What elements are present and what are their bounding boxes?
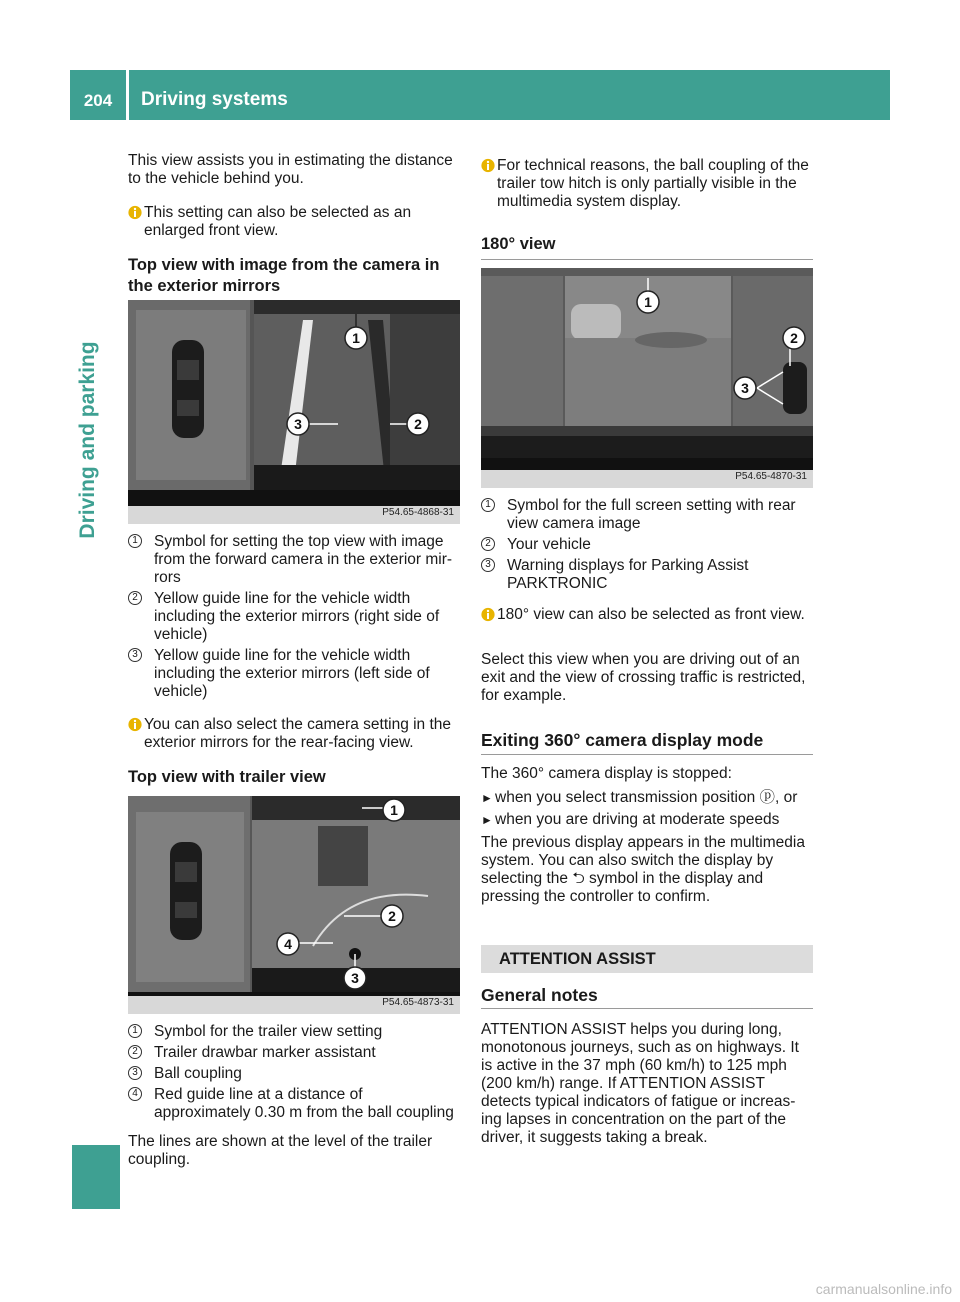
legend-number: 3 [128,1066,142,1080]
legend-text: Warning displays for Parking Assist PARKTRONIC [507,557,749,592]
legend-item [128,1086,460,1122]
legend-number: 3 [481,558,495,572]
body-paragraph: The previous display appears in the multimedia system. You can also switch the display by selecting the ⮌ symbol in the display and pressing the controller to confirm. [481,834,805,905]
bullet-item [481,789,813,807]
legend-text: Symbol for the trailer view setting [154,1023,383,1040]
heading-line: the exterior mirrors [128,277,281,295]
section-heading: Exiting 360° camera display mode [481,730,764,750]
section-heading: Top view with trailer view [128,768,326,786]
legend-item [481,497,813,533]
figure-callout-4: 4 [284,936,292,952]
figure-callout-2: 2 [388,908,396,924]
bullet-list [481,789,813,829]
legend-text: Yellow guide line for the vehicle width including the exterior mirrors (right side of vehicle) [154,590,440,643]
figure-code: P54.65-4868-31 [382,507,454,518]
legend-text: Red guide line at a distance of approximately 0.30 m from the ball coupling [154,1086,454,1121]
header-divider [126,70,129,120]
info-icon [481,607,495,622]
legend-text: Symbol for the full screen setting with rear view camera image [507,497,796,532]
section-heading [128,255,460,297]
side-tab-marker [72,1145,120,1209]
outro-paragraph: The lines are shown at the level of the trailer coupling. [128,1133,433,1168]
legend-number: 2 [128,1045,142,1059]
info-text: 180° view can also be selected as front view. [497,606,805,623]
legend-item [481,536,813,554]
page-number: 204 [83,91,113,110]
info-text: For technical reasons, the ball coupling of the trailer tow hitch is only partially visible in the multimedia system display. [497,157,809,210]
heading-rule [481,1008,813,1009]
figure-callout-1: 1 [352,330,360,346]
figure-trailer-view [128,796,460,1014]
figure-callout-3: 3 [294,416,302,432]
info-text: This setting can also be selected as an enlarged front view. [144,204,412,239]
body-paragraph: Select this view when you are driving out of an exit and the view of crossing traffic is restricted, for example. [481,651,806,704]
attention-assist-banner: ATTENTION ASSIST [481,945,813,973]
legend-number: 2 [481,537,495,551]
chapter-title: Driving systems [141,89,288,110]
bullet-marker: ► [481,813,493,827]
camera-view-illustration [481,268,813,488]
legend-text: Yellow guide line for the vehicle width including the exterior mirrors (left side of vehicle) [154,647,430,700]
watermark: carmanualsonline.info [815,1281,952,1297]
figure-code: P54.65-4870-31 [735,471,807,482]
legend-number: 2 [128,591,142,605]
legend-item [128,1065,460,1083]
info-note [128,716,460,752]
heading-rule [481,754,813,755]
info-text: You can also select the camera setting in the exterior mirrors for the rear-facing view. [144,716,452,751]
legend-text: Your vehicle [507,536,591,553]
body-paragraph: The 360° camera display is stopped: [481,765,732,782]
figure-callout-3: 3 [741,380,749,396]
legend-item [481,557,813,593]
side-tab-label: Driving and parking [76,341,99,539]
figure-callout-3: 3 [351,970,359,986]
legend-number: 4 [128,1087,142,1101]
body-paragraph: ATTENTION ASSIST helps you during long, monotonous journeys, such as on highways. It is active in the 37 mph (60 km/h) to 125 mph (200 km/h) range. If ATTENTION ASSIST detects typical indicators of fatigue or increas-ing lapses in concentration on the part of the driver, it suggests taking a break. [481,1021,799,1146]
figure-180-view [481,268,813,488]
legend-text: Symbol for setting the top view with image from the forward camera in the exterior mir-rors [154,533,453,586]
camera-view-illustration [128,796,460,1014]
legend-item [128,533,460,587]
bullet-item [481,811,813,829]
legend-item [128,590,460,644]
section-heading: General notes [481,985,598,1005]
figure-top-view-mirror-camera [128,300,460,524]
figure-code: P54.65-4873-31 [382,997,454,1008]
bullet-marker: ► [481,791,493,805]
section-heading: 180° view [481,235,556,253]
legend-number: 3 [128,648,142,662]
info-icon [481,158,495,173]
figure-callout-2: 2 [790,330,798,346]
legend-text: Trailer drawbar marker assistant [154,1044,376,1061]
legend-text: Ball coupling [154,1065,242,1082]
intro-paragraph: This view assists you in estimating the distance to the vehicle behind you. [128,152,453,187]
info-icon [128,205,142,220]
bullet-text: when you select transmission position ⓟ, or [495,789,798,806]
figure-callout-1: 1 [390,802,398,818]
legend-list [128,1023,460,1122]
info-icon [128,717,142,732]
camera-view-illustration [128,300,460,524]
legend-item [128,1023,460,1041]
info-note [128,204,460,240]
bullet-text: when you are driving at moderate speeds [495,811,780,828]
figure-callout-1: 1 [644,294,652,310]
heading-line: Top view with image from the camera in [128,256,440,274]
legend-number: 1 [128,1024,142,1038]
legend-item [128,1044,460,1062]
legend-number: 1 [481,498,495,512]
figure-callout-2: 2 [414,416,422,432]
legend-item [128,647,460,701]
heading-rule [481,259,813,260]
legend-number: 1 [128,534,142,548]
legend-list [128,533,460,701]
info-note [481,157,813,211]
legend-list [481,497,813,593]
info-note [481,606,813,624]
